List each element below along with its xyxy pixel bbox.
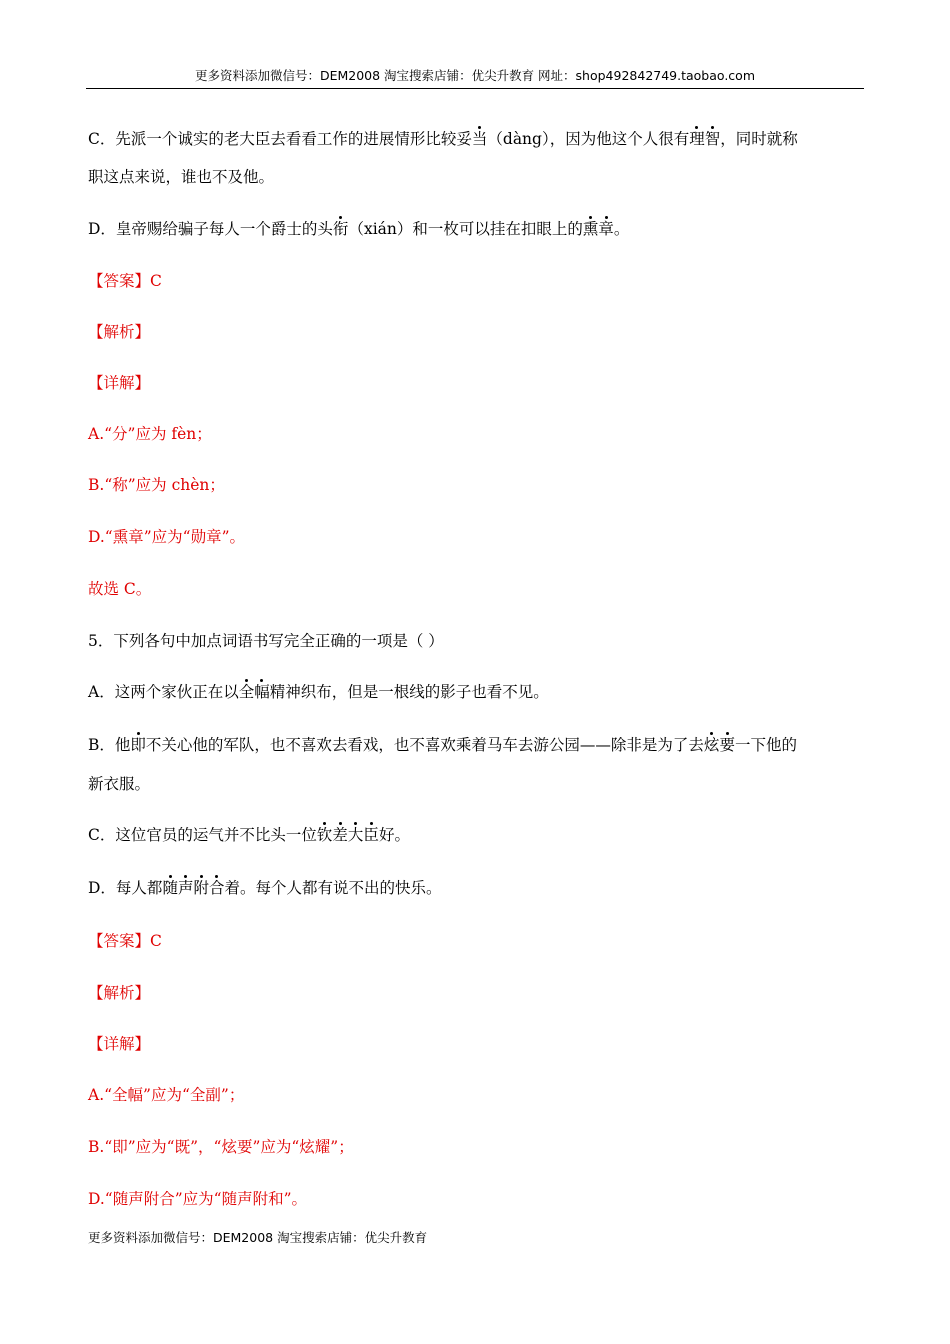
text: D．每人都 (88, 879, 163, 897)
emphasis-char: 差 (332, 816, 348, 855)
page-footer: 更多资料添加微信号：DEM2008 淘宝搜索店铺：优尖升教育 (88, 1230, 428, 1245)
text: 。 (613, 220, 630, 238)
text: D．皇帝赐给骗子每人一个爵士的头 (88, 220, 333, 238)
q5-option-a (88, 673, 858, 712)
q5-stem: 5．下列各句中加点词语书写完全正确的一项是（ ） (88, 632, 444, 650)
text: B．他 (88, 736, 131, 754)
q5-answer: 【答案】C (88, 932, 162, 950)
text: A．这两个家伙正在以 (88, 683, 239, 701)
emphasis-char: 合 (209, 869, 225, 908)
emphasis-char: 智 (705, 120, 721, 159)
emphasis-char: 要 (719, 726, 735, 765)
emphasis-char: 全 (239, 673, 255, 712)
q4-conclusion: 故选 C。 (88, 580, 152, 598)
q4-answer: 【答案】C (88, 272, 162, 290)
emphasis-char: 随 (162, 869, 178, 908)
q5-explain-d: D.“随声附合”应为“随声附和”。 (88, 1190, 307, 1208)
q4-explain-b: B.“称”应为 chèn； (88, 476, 225, 494)
emphasis-char: 附 (193, 869, 209, 908)
text: 一下他的 (734, 736, 797, 754)
q5-explain-a: A.“全幅”应为“全副”； (88, 1086, 245, 1104)
text: 着。每个人都有说不出的快乐。 (224, 879, 442, 897)
q5-option-d (88, 869, 858, 908)
emphasis-char: 炫 (704, 726, 720, 765)
emphasis-char: 章 (598, 210, 614, 249)
text: （dàng），因为他这个人很有 (487, 130, 690, 148)
emphasis-char: 理 (689, 120, 705, 159)
page-header: 更多资料添加微信号：DEM2008 淘宝搜索店铺：优尖升教育 网址：shop492842749.taobao.com (86, 66, 864, 89)
q4-explain-a: A.“分”应为 fèn； (88, 425, 212, 443)
text: 好。 (378, 826, 410, 844)
text: 职这点来说，谁也不及他。 (88, 168, 275, 186)
text: C．这位官员的运气并不比头一位 (88, 826, 317, 844)
q5-option-c (88, 816, 858, 855)
emphasis-char: 衔 (333, 210, 349, 249)
emphasis-char: 幅 (254, 673, 270, 712)
q5-option-b-line2 (88, 765, 858, 804)
emphasis-char: 当 (472, 120, 488, 159)
option-c-line1 (88, 120, 858, 159)
text: （xián）和一枚可以挂在扣眼上的 (348, 220, 583, 238)
q5-analysis: 【解析】 (88, 984, 151, 1002)
emphasis-char: 大 (348, 816, 364, 855)
emphasis-char: 臣 (363, 816, 379, 855)
emphasis-char: 声 (178, 869, 194, 908)
emphasis-char: 即 (130, 726, 146, 765)
text: 新衣服。 (88, 775, 151, 793)
text: 精神织布，但是一根线的影子也看不见。 (269, 683, 549, 701)
emphasis-char: 钦 (317, 816, 333, 855)
q4-explain-d: D.“熏章”应为“勋章”。 (88, 528, 245, 546)
option-d (88, 210, 858, 249)
emphasis-char: 熏 (583, 210, 599, 249)
option-c-line2 (88, 158, 858, 197)
text: 不关心他的军队，也不喜欢去看戏，也不喜欢乘着马车去游公园——除非是为了去 (145, 736, 704, 754)
q4-analysis: 【解析】 (88, 323, 151, 341)
q5-detail: 【详解】 (88, 1035, 151, 1053)
text: C．先派一个诚实的老大臣去看看工作的进展情形比较妥 (88, 130, 472, 148)
q5-explain-b: B.“即”应为“既”，“炫要”应为“炫耀”； (88, 1138, 354, 1156)
q5-option-b-line1 (88, 726, 858, 765)
text: ，同时就称 (720, 130, 798, 148)
q4-detail: 【详解】 (88, 374, 151, 392)
